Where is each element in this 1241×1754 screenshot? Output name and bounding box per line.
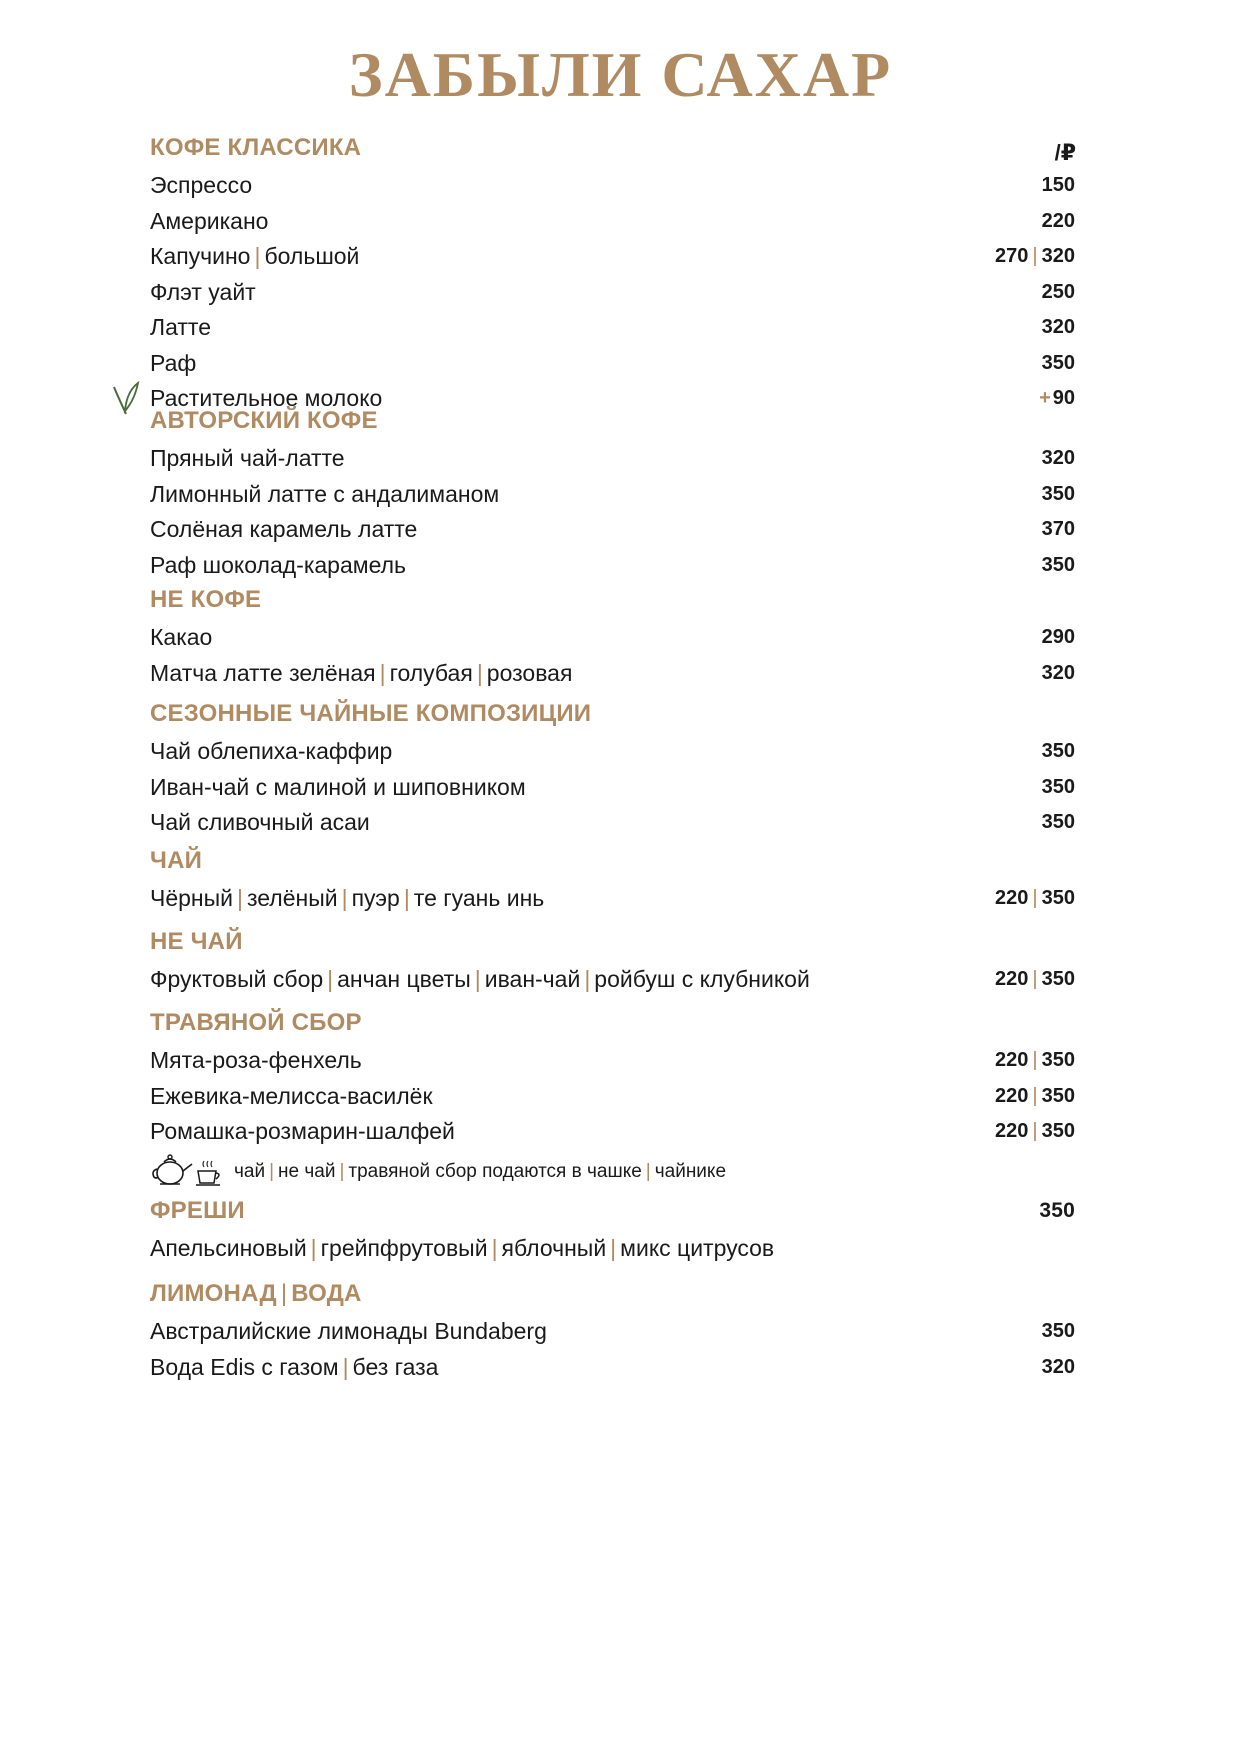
serving-note-text (234, 1161, 726, 1183)
item-price: 350 (1041, 740, 1075, 763)
separator: | (610, 1235, 617, 1262)
section-title-text: НЕ ЧАЙ (150, 928, 243, 955)
item-price: 350 (1041, 553, 1075, 576)
separator: | (645, 1160, 651, 1182)
separator: | (1032, 968, 1038, 991)
section-title (150, 1003, 1075, 1043)
section-title (150, 1191, 1075, 1231)
item-name-part: голубая (389, 659, 473, 686)
item-name-part: грейпфрутовый (320, 1235, 488, 1262)
item-name-part: Чёрный (150, 885, 233, 912)
item-price: 290 (1041, 626, 1075, 649)
item-name-part: без газа (352, 1353, 439, 1380)
item-price: 320 (1041, 661, 1075, 684)
item-name (150, 885, 544, 912)
menu-item (150, 770, 1075, 806)
menu-title: ЗАБЫЛИ САХАР (348, 39, 893, 110)
item-price (995, 1049, 1075, 1072)
section-title (150, 694, 1075, 734)
menu-section (150, 922, 1075, 998)
item-name-part: пуэр (351, 885, 400, 912)
menu-item (150, 805, 1075, 841)
menu-item (150, 1079, 1075, 1115)
section-title-text: СЕЗОННЫЕ ЧАЙНЫЕ КОМПОЗИЦИИ (150, 700, 592, 727)
item-price-part: 320 (1041, 245, 1075, 268)
item-price-part: 220 (995, 1049, 1029, 1072)
menu-item (150, 204, 1075, 240)
section-title-text: ФРЕШИ (150, 1197, 245, 1224)
menu-item (150, 512, 1075, 548)
item-price: 250 (1041, 280, 1075, 303)
menu-section (150, 1191, 1075, 1267)
menu-section (150, 841, 1075, 917)
leaf-icon (112, 381, 140, 421)
item-name: Раф шоколад-карамель (150, 551, 407, 578)
item-price: 220 (1041, 209, 1075, 232)
item-name-part: Капучино (150, 243, 251, 270)
separator: | (342, 1353, 349, 1380)
section-title-text: ТРАВЯНОЙ СБОР (150, 1009, 362, 1036)
separator: | (1032, 245, 1038, 268)
menu-item (150, 881, 1075, 917)
item-price: 370 (1041, 518, 1075, 541)
item-name: Чай сливочный асаи (150, 809, 370, 836)
serving-note-part: не чай (278, 1160, 336, 1182)
item-name-part: яблочный (501, 1235, 607, 1262)
menu-section (150, 1274, 1075, 1385)
item-price: 350 (1041, 351, 1075, 374)
separator: | (341, 885, 348, 912)
item-price: 350 (1041, 811, 1075, 834)
separator: | (1032, 887, 1038, 910)
menu-item (150, 620, 1075, 656)
item-price (995, 1120, 1075, 1143)
item-name: Ежевика-мелисса-василёк (150, 1082, 433, 1109)
item-price (995, 968, 1075, 991)
section-price: 350 (1039, 1199, 1075, 1222)
section-title-part: ВОДА (291, 1280, 362, 1307)
section-title (150, 401, 1075, 441)
separator: | (584, 966, 591, 993)
item-name-part: Матча латте зелёная (150, 659, 376, 686)
separator: | (474, 966, 481, 993)
item-price: 320 (1041, 447, 1075, 470)
item-name (150, 243, 359, 270)
menu-item (150, 239, 1075, 275)
separator: | (339, 1160, 345, 1182)
separator: | (327, 966, 334, 993)
cup-icon (194, 1157, 224, 1193)
item-price: 320 (1041, 316, 1075, 339)
separator: | (310, 1235, 317, 1262)
item-name: Лимонный латте с андалиманом (150, 480, 500, 507)
item-price: 350 (1041, 482, 1075, 505)
item-name (150, 1354, 438, 1381)
section-title-text (150, 1274, 362, 1314)
item-name-part: Апельсиновый (150, 1235, 307, 1262)
item-name: Австралийские лимонады Bundaberg (150, 1318, 547, 1345)
item-name-part: Вода Edis с газом (150, 1353, 339, 1380)
item-price (995, 1085, 1075, 1108)
section-title-text: ЧАЙ (150, 847, 203, 874)
item-name: Латте (150, 314, 211, 341)
section-title-text: АВТОРСКИЙ КОФЕ (150, 407, 378, 434)
item-name: Пряный чай-латте (150, 445, 345, 472)
separator: | (491, 1235, 498, 1262)
menu-item (150, 1231, 1075, 1267)
section-title (150, 922, 1075, 962)
teapot-icon (150, 1151, 194, 1193)
menu-item (150, 346, 1075, 382)
menu-item (150, 1043, 1075, 1079)
item-name: Американо (150, 207, 269, 234)
menu-section (150, 401, 1075, 583)
separator: | (379, 659, 386, 686)
item-name (150, 966, 810, 993)
separator: | (1032, 1120, 1038, 1143)
item-name: Какао (150, 624, 213, 651)
item-price-part: 350 (1041, 1084, 1075, 1107)
item-name-part: Фруктовый сбор (150, 966, 324, 993)
item-name (150, 660, 572, 687)
item-name-part: розовая (486, 659, 573, 686)
menu-section (150, 694, 1075, 841)
item-price-part: 220 (995, 887, 1029, 910)
item-name: Иван-чай с малиной и шиповником (150, 773, 526, 800)
menu-item (150, 962, 1075, 998)
section-title-part: ЛИМОНАД (150, 1280, 277, 1307)
menu-item (150, 1314, 1075, 1350)
item-name: Флэт уайт (150, 278, 256, 305)
item-price-part: 270 (995, 245, 1029, 268)
price-prefix: + (1039, 387, 1051, 410)
separator: | (1032, 1084, 1038, 1107)
menu-section (150, 128, 1075, 417)
item-price: 350 (1041, 775, 1075, 798)
item-price (995, 887, 1075, 910)
item-name-part: ройбуш с клубникой (594, 966, 810, 993)
separator: | (237, 885, 243, 912)
section-title (150, 128, 1075, 168)
item-name-part: микс цитрусов (620, 1235, 775, 1262)
item-name (150, 1235, 774, 1262)
menu-item (150, 1114, 1075, 1150)
section-title-text: НЕ КОФЕ (150, 586, 262, 613)
menu-item (150, 310, 1075, 346)
menu-section (150, 1003, 1075, 1194)
menu-item (150, 441, 1075, 477)
separator: | (254, 243, 261, 270)
item-name-part: те гуань инь (413, 885, 545, 912)
item-price-part: 350 (1041, 887, 1075, 910)
separator: | (403, 885, 410, 912)
item-price: 150 (1041, 174, 1075, 197)
item-price-part: 350 (1041, 968, 1075, 991)
item-price (995, 245, 1075, 268)
section-title (150, 1274, 1075, 1314)
item-name: Эспрессо (150, 172, 253, 199)
menu-item (150, 734, 1075, 770)
serving-note-part: чай (234, 1160, 266, 1182)
item-name: Солёная карамель латте (150, 516, 418, 543)
menu-item (150, 168, 1075, 204)
item-price: 320 (1041, 1355, 1075, 1378)
item-name: Ромашка-розмарин-шалфей (150, 1118, 455, 1145)
item-price-part: 220 (995, 1084, 1029, 1107)
menu-item (150, 548, 1075, 584)
item-price-part: 350 (1041, 1120, 1075, 1143)
item-name: Мята-роза-фенхель (150, 1047, 362, 1074)
item-price-part: 220 (995, 1120, 1029, 1143)
item-name-part: иван-чай (484, 966, 581, 993)
item-price: + 90 (1039, 387, 1075, 410)
separator: | (280, 1280, 288, 1307)
serving-icons (150, 1151, 224, 1193)
serving-note-part: чайнике (654, 1160, 727, 1182)
menu-section (150, 580, 1075, 691)
item-name: Чай облепиха-каффир (150, 738, 393, 765)
item-name: Растительное молоко (150, 385, 383, 412)
section-title (150, 580, 1075, 620)
menu-item (150, 656, 1075, 692)
item-price-part: 220 (995, 968, 1029, 991)
serving-note-part: травяной сбор подаются в чашке (348, 1160, 642, 1182)
section-title-text: КОФЕ КЛАССИКА (150, 134, 362, 161)
separator: | (476, 659, 483, 686)
menu-item (150, 275, 1075, 311)
item-price-part: 350 (1041, 1049, 1075, 1072)
currency-label: /₽ (1054, 140, 1076, 165)
separator: | (269, 1160, 275, 1182)
item-name-part: зелёный (246, 885, 338, 912)
item-name-part: большой (264, 243, 360, 270)
section-title (150, 841, 1075, 881)
separator: | (1032, 1049, 1038, 1072)
menu-item (150, 1350, 1075, 1386)
serving-note (150, 1150, 1075, 1194)
item-price: 350 (1041, 1320, 1075, 1343)
item-name: Раф (150, 349, 197, 376)
menu-item (150, 477, 1075, 513)
item-name-part: анчан цветы (337, 966, 471, 993)
